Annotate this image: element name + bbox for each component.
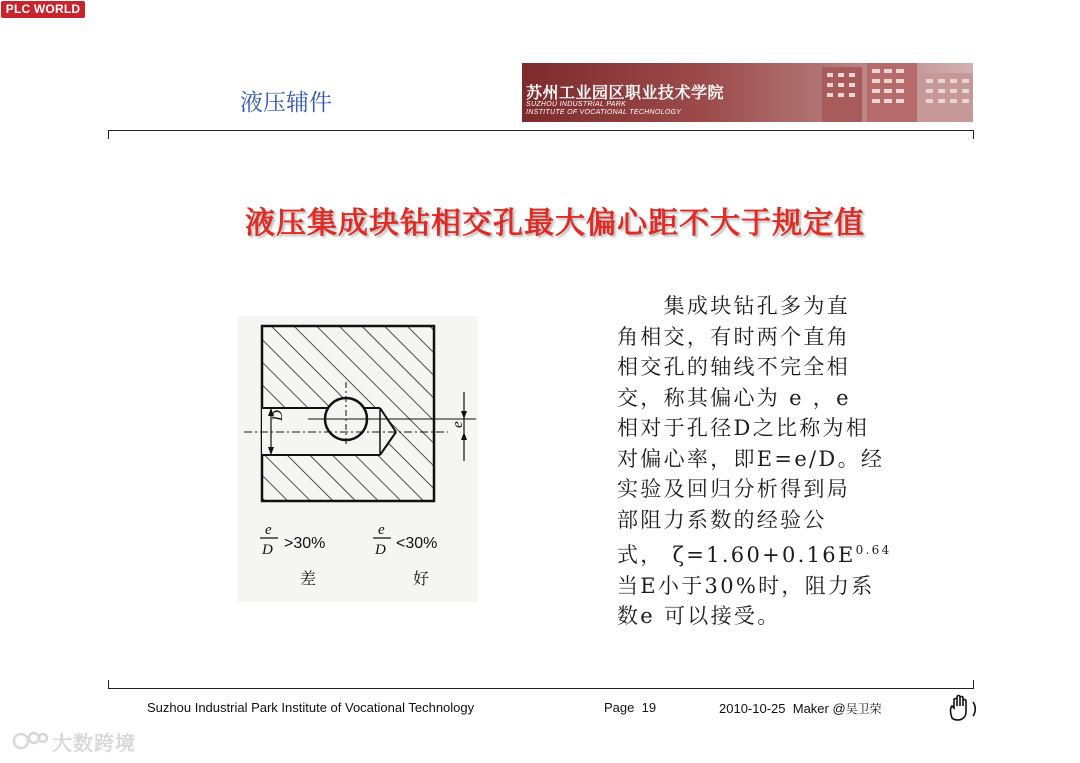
section-title: 液压辅件	[240, 90, 332, 116]
watermark-logo-icon	[12, 730, 50, 752]
footer-divider-right-tick	[973, 680, 974, 689]
header-divider-right-tick	[973, 130, 974, 139]
footer-institute: Suzhou Industrial Park Institute of Vocational Technology	[147, 700, 475, 715]
slide-title: 液压集成块钻相交孔最大偏心距不大于规定值	[245, 206, 865, 241]
exponent: 0.64	[855, 543, 892, 557]
footer-page-label: Page	[604, 700, 635, 715]
footer-maker-label: Maker @	[792, 701, 846, 716]
footer-page	[604, 700, 656, 715]
explanation-text: 集成块钻孔多为直 角相交，有时两个直角 相交孔的轴线不完全相 交，称其偏心为 e ，e 相对于孔径D之比称为相 对偏心率，即E=e/D。经 实验及回归分析得到局 部阻力系数的经验公 式， ζ=1.60+0.16E	[617, 294, 885, 567]
banner-en-line1: SUZHOU INDUSTRIAL PARK	[526, 101, 627, 108]
figure-label-e: e	[450, 421, 466, 428]
header-divider	[108, 130, 974, 131]
banner-en-line2: INSTITUTE OF VOCATIONAL TECHNOLOGY	[526, 109, 682, 116]
footer-date: 2010-10-25	[719, 701, 786, 716]
left-caption-cmp: >30%	[284, 535, 326, 552]
right-verdict: 好	[413, 569, 430, 588]
eccentric-hole-drawing	[238, 316, 478, 602]
footer-page-number: 19	[641, 700, 657, 715]
hand-pointer-icon[interactable]	[947, 694, 981, 722]
right-caption-cmp: <30%	[396, 535, 438, 552]
footer-divider	[108, 688, 974, 689]
institute-banner	[522, 63, 973, 122]
footer-divider-left-tick	[108, 680, 109, 689]
eccentric-hole-figure	[238, 316, 478, 602]
right-caption-den: D	[375, 542, 386, 558]
watermark-text: 大数跨境	[52, 731, 136, 755]
footer-maker-name: 吴卫荣	[845, 702, 882, 716]
plc-world-logo: PLC WORLD	[1, 1, 85, 18]
explanation-text-tail: 当E小于30%时，阻力系 数e 可以接受。	[617, 573, 875, 628]
banner-cn-name: 苏州工业园区职业技术学院	[526, 83, 725, 102]
explanation-paragraph	[617, 291, 897, 632]
header-divider-left-tick	[108, 130, 109, 139]
footer-date-maker	[719, 700, 882, 717]
right-caption-num: e	[378, 522, 385, 538]
figure-label-D: D	[270, 410, 286, 421]
left-caption-den: D	[262, 542, 273, 558]
left-caption-num: e	[265, 522, 272, 538]
left-verdict: 差	[300, 569, 317, 588]
